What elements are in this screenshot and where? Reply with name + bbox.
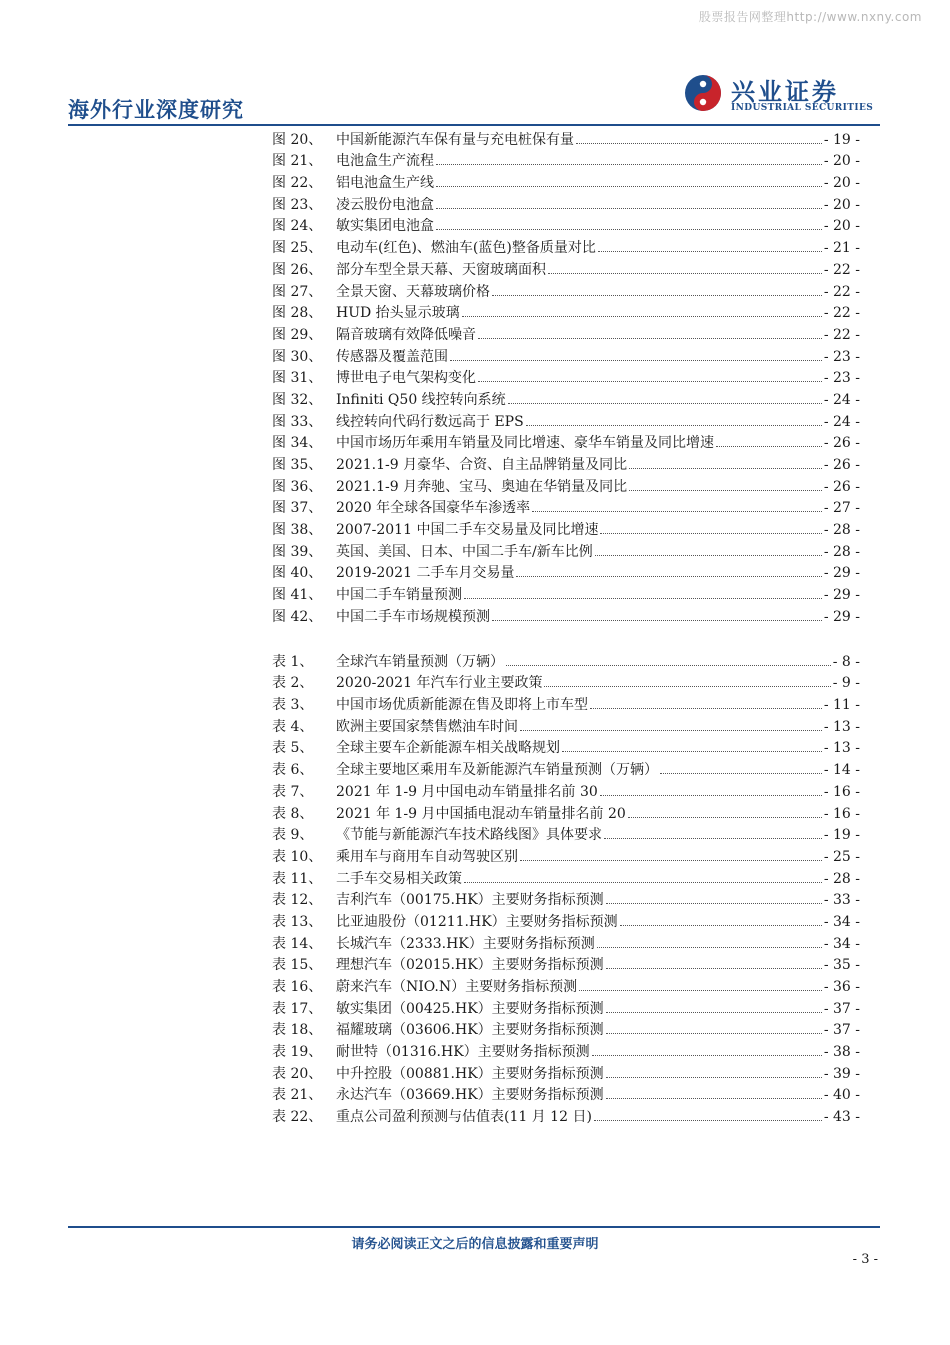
toc-entry-page: - 28 - [823,543,860,560]
dot-leader [478,381,822,382]
dot-leader [544,686,830,687]
toc-entry-page: - 19 - [823,131,860,148]
figure-index-entry[interactable] [272,539,860,561]
toc-entry-label: 图 42、 [272,608,323,625]
dot-leader [620,925,822,926]
toc-entry-page: - 28 - [823,522,860,539]
toc-entry-title: 蔚来汽车（NIO.N）主要财务指标预测 [336,979,578,995]
dot-leader [548,273,822,274]
toc-entry-page: - 20 - [823,196,860,213]
toc-entry-label: 表 22、 [272,1109,323,1126]
toc-entry-page: - 33 - [823,892,860,909]
figure-index-entry[interactable] [272,474,860,496]
dot-leader [532,511,822,512]
toc-entry-label: 表 5、 [272,740,314,757]
toc-entry-title: 福耀玻璃（03606.HK）主要财务指标预测 [336,1022,604,1039]
toc-entry-page: - 26 - [823,435,860,452]
table-index-entry[interactable] [272,1018,860,1040]
figure-index-entry[interactable] [272,235,860,257]
toc-entry-title: 二手车交易相关政策 [336,870,462,887]
dot-leader [629,468,822,469]
toc-entry-page: - 11 - [823,697,860,714]
toc-entry-page: - 13 - [823,718,860,735]
figure-index-entry[interactable] [272,127,860,149]
dot-leader [462,316,822,317]
toc-entry-page: - 24 - [823,413,860,430]
toc-entry-title: 2021.1-9 月豪华、合资、自主品牌销量及同比 [336,457,628,473]
dot-leader [520,860,822,861]
toc-entry-page: - 23 - [823,348,860,365]
toc-entry-title: 传感器及覆盖范围 [336,348,448,365]
dot-leader [606,1077,822,1078]
toc-entry-title: 隔音玻璃有效降低噪音 [336,326,476,343]
dot-leader [597,947,822,948]
watermark-text: 股票报告网整理http://www.nxny.com [698,10,922,24]
table-index-entry[interactable] [272,1104,860,1126]
table-index-entry[interactable] [272,866,860,888]
toc-entry-page: - 20 - [823,218,860,235]
toc-entry-title: 英国、美国、日本、中国二手车/新车比例 [336,543,593,560]
toc-entry-title: 部分车型全景天幕、天窗玻璃面积 [336,261,546,278]
dot-leader [508,403,822,404]
toc-entry-page: - 34 - [823,935,860,952]
toc-entry-page: - 14 - [823,762,860,779]
toc-entry-label: 图 35、 [272,457,323,473]
toc-entry-page: - 22 - [823,326,860,343]
toc-entry-title: 理想汽车（02015.HK）主要财务指标预测 [336,957,604,974]
dot-leader [464,882,822,883]
toc-entry-label: 表 20、 [272,1065,323,1082]
table-index-entry[interactable] [272,953,860,975]
toc-entry-label: 图 34、 [272,435,323,452]
dot-leader [506,665,831,666]
toc-entry-title: 线控转向代码行数远高于 EPS [336,413,524,430]
toc-entry-title: 乘用车与商用车自动驾驶区别 [336,848,518,865]
figure-index-entry[interactable] [272,409,860,431]
toc-entry-page: - 34 - [823,913,860,930]
disclaimer-notice: 请务必阅读正文之后的信息披露和重要声明 [351,1237,599,1252]
dot-leader [629,490,822,491]
toc-entry-title: Infiniti Q50 线控转向系统 [336,391,506,408]
toc-entry-title: 《节能与新能源汽车技术路线图》具体要求 [336,827,602,844]
page-number: - 3 - [852,1252,878,1267]
dot-leader [436,229,822,230]
toc-entry-label: 表 18、 [272,1022,323,1039]
toc-entry-label: 图 28、 [272,305,323,322]
table-index-entry[interactable] [272,888,860,910]
table-index-entry[interactable] [272,1083,860,1105]
toc-entry-label: 表 16、 [272,979,323,995]
figure-index-entry[interactable] [272,192,860,214]
toc-entry-page: - 26 - [823,478,860,495]
toc-entry-label: 表 19、 [272,1044,323,1061]
toc-entry-label: 图 30、 [272,348,323,365]
toc-entry-title: 铝电池盒生产线 [336,175,434,192]
toc-entry-label: 图 32、 [272,391,323,408]
toc-entry-title: 永达汽车（03669.HK）主要财务指标预测 [336,1087,604,1104]
toc-entry-label: 表 15、 [272,957,323,974]
table-index-entry[interactable] [272,974,860,996]
toc-entry-label: 表 13、 [272,913,323,930]
toc-entry-title: 吉利汽车（00175.HK）主要财务指标预测 [336,892,604,909]
toc-entry-title: 2021 年 1-9 月中国电动车销量排名前 30 [336,783,598,800]
toc-entry-label: 表 7、 [272,783,314,800]
toc-entry-title: 2020 年全球各国豪华车渗透率 [336,500,531,517]
toc-entry-label: 图 25、 [272,240,323,257]
toc-entry-label: 表 12、 [272,892,323,909]
header-divider [68,124,880,126]
dot-leader [604,838,822,839]
dot-leader [606,968,822,969]
toc-entry-title: 2007-2011 中国二手车交易量及同比增速 [336,522,599,539]
table-index-entry[interactable] [272,671,860,693]
toc-entry-page: - 27 - [823,500,860,517]
toc-entry-title: 凌云股份电池盒 [336,196,434,213]
toc-entry-page: - 25 - [823,848,860,865]
dot-leader [628,817,822,818]
toc-entry-label: 表 14、 [272,935,323,952]
dot-leader [660,773,822,774]
toc-entry-label: 图 31、 [272,370,323,387]
dot-leader [600,533,821,534]
toc-entry-label: 图 33、 [272,413,323,430]
toc-entry-page: - 13 - [823,740,860,757]
dot-leader [520,730,822,731]
toc-entry-page: - 9 - [832,675,860,692]
table-index-entry[interactable] [272,996,860,1018]
toc-entry-label: 表 8、 [272,805,314,822]
figure-index-entry[interactable] [272,279,860,301]
toc-entry-label: 图 36、 [272,478,323,495]
toc-entry-title: 中国市场优质新能源在售及即将上市车型 [336,697,588,714]
dot-leader [492,620,822,621]
table-index-entry[interactable] [272,779,860,801]
toc-entry-label: 表 21、 [272,1087,323,1104]
company-logo [683,72,883,118]
toc-entry-title: 全球汽车销量预测（万辆） [336,653,504,670]
dot-leader [594,1120,822,1121]
toc-entry-title: 全球主要地区乘用车及新能源汽车销量预测（万辆） [336,762,658,779]
toc-entry-page: - 37 - [823,1022,860,1039]
toc-entry-label: 表 6、 [272,762,314,779]
table-index-entry[interactable] [272,714,860,736]
table-index-entry[interactable] [272,692,860,714]
dot-leader [576,143,822,144]
toc-entry-label: 图 22、 [272,175,323,192]
figure-index-entry[interactable] [272,344,860,366]
dot-leader [606,1033,822,1034]
dot-leader [526,425,822,426]
toc-entry-label: 图 37、 [272,500,323,517]
toc-entry-title: 中国二手车销量预测 [336,587,462,604]
toc-entry-page: - 20 - [823,175,860,192]
dot-leader [436,164,822,165]
table-index-entry[interactable] [272,931,860,953]
figure-index-entry[interactable] [272,301,860,323]
toc-entry-label: 表 1、 [272,653,314,670]
toc-entry-label: 表 4、 [272,718,314,735]
dot-leader [579,990,822,991]
toc-entry-label: 表 9、 [272,827,314,844]
dot-leader [595,555,822,556]
dot-leader [464,598,822,599]
figure-index-entry[interactable] [272,214,860,236]
figure-index-entry[interactable] [272,496,860,518]
toc-entry-title: 长城汽车（2333.HK）主要财务指标预测 [336,935,595,952]
toc-entry-title: 中国市场历年乘用车销量及同比增速、豪华车销量及同比增速 [336,435,714,452]
toc-entry-title: HUD 抬头显示玻璃 [336,305,460,322]
dot-leader [450,360,822,361]
toc-entry-page: - 21 - [823,240,860,257]
figure-index-entry[interactable] [272,387,860,409]
toc-entry-page: - 35 - [823,957,860,974]
toc-entry-title: 全景天窗、天幕玻璃价格 [336,283,490,300]
table-index-entry[interactable] [272,801,860,823]
figure-index-entry[interactable] [272,431,860,453]
toc-entry-label: 表 10、 [272,848,323,865]
toc-entry-title: 敏实集团（00425.HK）主要财务指标预测 [336,1000,604,1017]
toc-entry-label: 表 3、 [272,697,314,714]
toc-entry-title: 重点公司盈利预测与估值表(11 月 12 日) [336,1109,592,1126]
toc-entry-label: 图 21、 [272,153,323,170]
toc-entry-page: - 36 - [823,979,860,995]
toc-entry-title: 中国二手车市场规模预测 [336,608,490,625]
figure-index-entry[interactable] [272,582,860,604]
toc-entry-label: 图 23、 [272,196,323,213]
toc-entry-page: - 40 - [823,1087,860,1104]
toc-entry-page: - 16 - [823,783,860,800]
dot-leader [478,338,822,339]
toc-entry-label: 图 24、 [272,218,323,235]
figure-index-entry[interactable] [272,322,860,344]
toc-entry-title: 2021.1-9 月奔驰、宝马、奥迪在华销量及同比 [336,478,628,495]
toc-entry-title: 敏实集团电池盒 [336,218,434,235]
toc-entry-page: - 26 - [823,457,860,473]
toc-entry-label: 图 26、 [272,261,323,278]
dot-leader [492,295,822,296]
toc-entry-page: - 20 - [823,153,860,170]
toc-entry-page: - 16 - [823,805,860,822]
table-index-list [272,649,860,1126]
toc-entry-label: 表 2、 [272,675,314,692]
toc-entry-page: - 22 - [823,261,860,278]
table-index-entry[interactable] [272,736,860,758]
toc-entry-page: - 22 - [823,305,860,322]
report-category-title: 海外行业深度研究 [68,98,244,122]
toc-entry-label: 图 27、 [272,283,323,300]
toc-entry-page: - 8 - [832,653,860,670]
dot-leader [516,576,821,577]
table-index-entry[interactable] [272,649,860,671]
toc-entry-page: - 39 - [823,1065,860,1082]
dot-leader [600,795,822,796]
toc-entry-page: - 23 - [823,370,860,387]
toc-entry-page: - 28 - [823,870,860,887]
table-index-entry[interactable] [272,844,860,866]
toc-entry-title: 全球主要车企新能源车相关战略规划 [336,740,560,757]
toc-entry-title: 电动车(红色)、燃油车(蓝色)整备质量对比 [336,240,596,257]
dot-leader [606,1098,822,1099]
dot-leader [606,1012,822,1013]
logo-name-cn: 兴业证券 [731,78,839,106]
toc-entry-label: 图 20、 [272,131,323,148]
logo-name-en: INDUSTRIAL SECURITIES [731,103,874,113]
figure-index-entry[interactable] [272,149,860,171]
toc-entry-page: - 29 - [823,608,860,625]
toc-entry-label: 图 40、 [272,565,323,582]
footer-divider [68,1226,880,1228]
toc-entry-page: - 29 - [823,565,860,582]
table-index-entry[interactable] [272,757,860,779]
toc-entry-label: 图 29、 [272,326,323,343]
dot-leader [436,186,822,187]
toc-entry-page: - 37 - [823,1000,860,1017]
toc-entry-title: 2019-2021 二手车月交易量 [336,565,515,582]
dot-leader [592,1055,822,1056]
toc-entry-page: - 29 - [823,587,860,604]
toc-entry-label: 表 11、 [272,870,323,887]
toc-entry-title: 中升控股（00881.HK）主要财务指标预测 [336,1065,604,1082]
figure-index-entry[interactable] [272,366,860,388]
toc-entry-title: 中国新能源汽车保有量与充电桩保有量 [336,131,574,148]
industrial-securities-logo-icon [683,73,723,113]
dot-leader [606,903,822,904]
figure-index-entry[interactable] [272,604,860,626]
figure-index-entry[interactable] [272,561,860,583]
table-index-entry[interactable] [272,823,860,845]
toc-entry-label: 图 38、 [272,522,323,539]
table-index-entry[interactable] [272,909,860,931]
toc-entry-page: - 24 - [823,391,860,408]
figure-index-list [272,127,860,626]
toc-entry-title: 耐世特（01316.HK）主要财务指标预测 [336,1044,590,1061]
toc-entry-title: 比亚迪股份（01211.HK）主要财务指标预测 [336,913,618,930]
toc-entry-label: 图 39、 [272,543,323,560]
toc-entry-label: 表 17、 [272,1000,323,1017]
toc-entry-title: 博世电子电气架构变化 [336,370,476,387]
table-index-entry[interactable] [272,1061,860,1083]
toc-entry-label: 图 41、 [272,587,323,604]
dot-leader [716,446,822,447]
toc-entry-title: 欧洲主要国家禁售燃油车时间 [336,718,518,735]
table-index-entry[interactable] [272,1039,860,1061]
dot-leader [436,208,822,209]
figure-index-entry[interactable] [272,517,860,539]
figure-index-entry[interactable] [272,452,860,474]
toc-entry-page: - 38 - [823,1044,860,1061]
toc-entry-title: 2021 年 1-9 月中国插电混动车销量排名前 20 [336,805,626,822]
figure-index-entry[interactable] [272,257,860,279]
toc-entry-page: - 19 - [823,827,860,844]
toc-entry-page: - 43 - [823,1109,860,1126]
toc-entry-title: 2020-2021 年汽车行业主要政策 [336,675,543,692]
figure-index-entry[interactable] [272,170,860,192]
dot-leader [590,708,822,709]
dot-leader [562,751,822,752]
toc-entry-title: 电池盒生产流程 [336,153,434,170]
dot-leader [598,251,822,252]
toc-entry-page: - 22 - [823,283,860,300]
